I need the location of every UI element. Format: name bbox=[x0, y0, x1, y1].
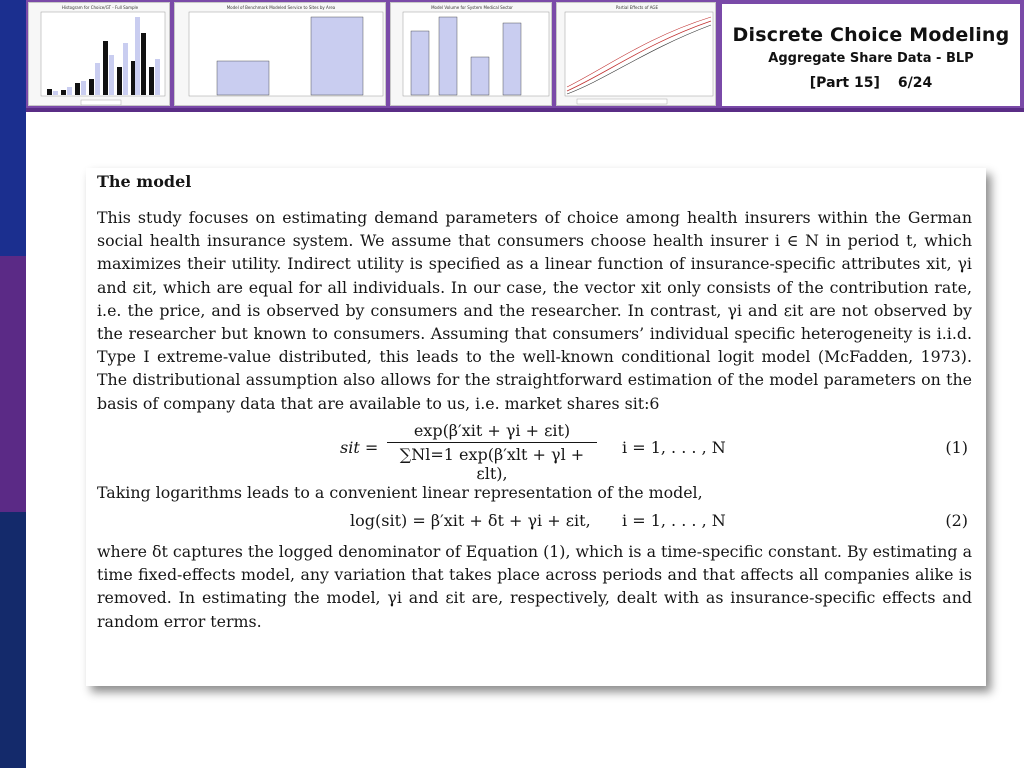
left-strip-middle bbox=[0, 256, 26, 512]
equation-2-condition: i = 1, . . . , N bbox=[622, 511, 726, 531]
partial-effects-chart bbox=[557, 3, 716, 106]
thumbnail-caption: Model of Benchmark Modeled Service to Sites by Area bbox=[226, 5, 336, 10]
equation-1-condition: i = 1, . . . , N bbox=[622, 437, 726, 457]
left-strip-top bbox=[0, 0, 26, 256]
equation-2-number: (2) bbox=[945, 511, 968, 531]
slide-title: Discrete Choice Modeling bbox=[732, 24, 1010, 46]
thumbnail-histogram bbox=[28, 2, 170, 106]
thumbnail-caption: Partial Effects of AGE bbox=[615, 5, 659, 10]
equation-1-lhs: sit = bbox=[340, 437, 379, 457]
equation-1-number: (1) bbox=[945, 437, 968, 457]
thumbnail-caption: Model Volume for System Medical Sector bbox=[431, 5, 513, 10]
thumbnail-caption: Histogram for Choice/GT - Full Sample bbox=[61, 5, 139, 10]
document-excerpt bbox=[86, 168, 986, 686]
paragraph-logarithms: Taking logarithms leads to a convenient linear representation of the model, bbox=[97, 482, 703, 502]
bar-chart-2 bbox=[175, 3, 386, 106]
equation-2 bbox=[97, 504, 972, 540]
paragraph-fixed-effects: where δt captures the logged denominator of Equation (1), which is a time-specific constant. By estimating a time fixed-effects model, any variation that takes place across periods and that affects all companies alike is removed. In estimating the model, γi and εit are, respectively, dealt with as insurance-specific effects and random error terms. bbox=[97, 542, 972, 631]
section-heading: The model bbox=[97, 172, 192, 191]
paragraph-intro: This study focuses on estimating demand parameters of choice among health insurers within the German social health insurance system. We assume that consumers choose health insurer i ∈ N in period t, which maximizes their utility. Indirect utility is specified as a linear function of insurance-specific attributes xit, γi and εit, which are equal for all individuals. In our case, the vector xit only consists of the contribution rate, i.e. the price, and is observed by consumers and the researcher. In contrast, γi and εit are not observed by the researcher but known to consumers. Assuming that consumers’ individual specific heterogeneity is i.i.d. Type I extreme-value distributed, this leads to the well-known conditional logit model (McFadden, 1973). The distributional assumption also allows for the straightforward estimation of the model parameters on the basis of company data that are available to us, i.e. market shares sit:6 bbox=[97, 208, 972, 413]
bar-chart-3 bbox=[391, 3, 552, 106]
slide-title-box bbox=[720, 2, 1022, 108]
header-divider bbox=[26, 108, 1024, 112]
equation-1 bbox=[97, 421, 972, 481]
thumbnail-bar-chart-3 bbox=[390, 2, 552, 106]
thumbnail-bar-chart-2 bbox=[174, 2, 386, 106]
equation-1-numerator: exp(β′xit + γi + εit) bbox=[387, 421, 597, 443]
slide-subtitle: Aggregate Share Data - BLP bbox=[768, 51, 974, 66]
slide-number: 6/24 bbox=[897, 75, 933, 91]
equation-2-expression: log(sit) = β′xit + δt + γi + εit, bbox=[350, 511, 591, 531]
part-number: [Part 15] bbox=[809, 75, 880, 91]
histogram-chart bbox=[29, 3, 170, 106]
thumbnail-partial-effects bbox=[556, 2, 716, 106]
equation-1-fraction bbox=[387, 421, 597, 483]
equation-1-denominator: ∑Nl=1 exp(β′xlt + γl + εlt), bbox=[399, 444, 585, 483]
slide-part-label bbox=[722, 75, 1020, 91]
left-strip-bottom bbox=[0, 512, 26, 768]
